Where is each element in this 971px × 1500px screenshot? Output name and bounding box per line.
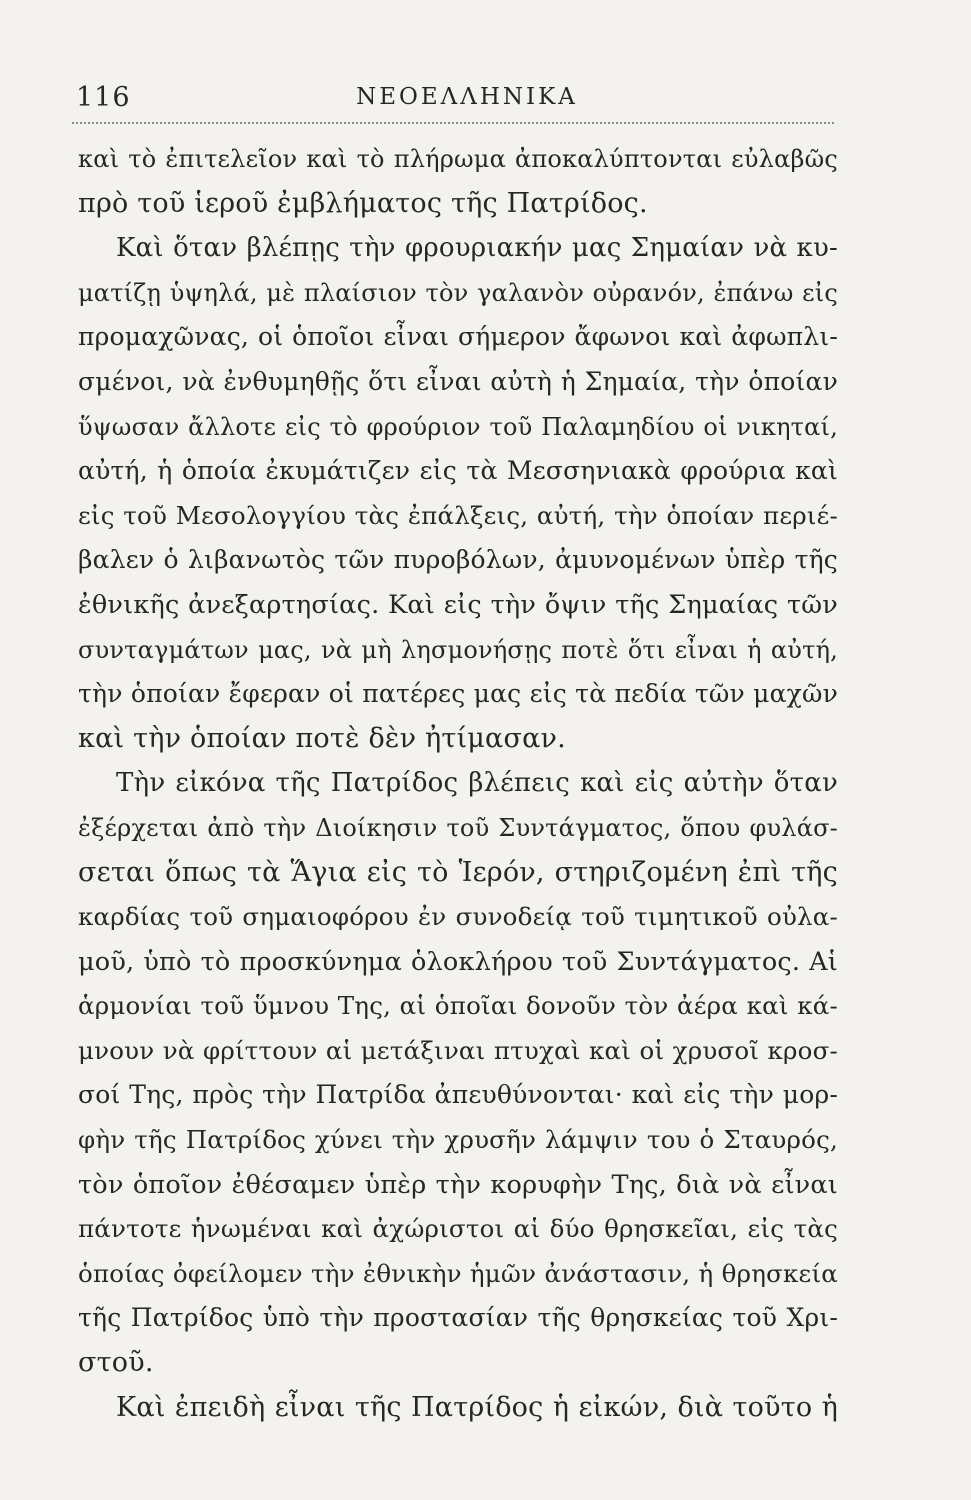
text-line: φὴν τῆς Πατρίδος χύνει τὴν χρυσῆν λάμψιν του ὁ Σταυρός, (78, 1125, 838, 1155)
text-line: σεται ὅπως τὰ Ἅγια εἰς τὸ Ἱερόν, στηριζομένη ἐπὶ τῆς (78, 856, 838, 888)
text-line: ὁποίας ὀφείλομεν τὴν ἐθνικὴν ἡμῶν ἀνάστασιν, ἡ θρησκεία (78, 1258, 838, 1288)
page-number: 116 (76, 82, 131, 113)
text-line: βαλεν ὁ λιβανωτὸς τῶν πυροβόλων, ἀμυνομένων ὑπὲρ τῆς (78, 545, 838, 575)
running-title: ΝΕΟΕΛΛΗΝΙΚΑ (356, 84, 578, 110)
text-line: ἐξέρχεται ἀπὸ τὴν Διοίκησιν τοῦ Συντάγματος, ὅπου φυλάσ- (78, 813, 838, 842)
text-line: μνουν νὰ φρίττουν αἱ μετάξιναι πτυχαὶ καὶ οἱ χρυσοῖ κροσ- (78, 1035, 838, 1065)
text-line: τὴν ὁποίαν ἔφεραν οἱ πατέρες μας εἰς τὰ πεδία τῶν μαχῶν (78, 679, 838, 709)
text-line: Τὴν εἰκόνα τῆς Πατρίδος βλέπεις καὶ εἰς αὐτὴν ὅταν (116, 768, 838, 799)
text-line: τὸν ὁποῖον ἐθέσαμεν ὑπὲρ τὴν κορυφὴν Της, διὰ νὰ εἶναι (78, 1169, 838, 1200)
running-head (72, 76, 832, 116)
text-line: τῆς Πατρίδος ὑπὸ τὴν προστασίαν τῆς θρησκείας τοῦ Χρι- (78, 1303, 838, 1333)
header-rule (72, 122, 834, 124)
text-line: αὐτή, ἡ ὁποία ἐκυμάτιζεν εἰς τὰ Μεσσηνιακὰ φρούρια καὶ (78, 456, 838, 486)
text-line: ὕψωσαν ἄλλοτε εἰς τὸ φρούριον τοῦ Παλαμηδίου οἱ νικηταί, (78, 412, 838, 441)
text-line: Καὶ ὅταν βλέπῃς τὴν φρουριακήν μας Σημαίαν νὰ κυ- (116, 233, 838, 264)
text-line: σμένοι, νὰ ἐνθυμηθῇς ὅτι εἶναι αὐτὴ ἡ Σημαία, τὴν ὁποίαν (78, 366, 838, 396)
text-line: Καὶ ἐπειδὴ εἶναι τῆς Πατρίδος ἡ εἰκών, διὰ τοῦτο ἡ (116, 1391, 838, 1423)
text-line: στοῦ. (78, 1347, 154, 1379)
text-line: ματίζῃ ὑψηλά, μὲ πλαίσιον τὸν γαλανὸν οὐρανόν, ἐπάνω εἰς (78, 278, 838, 307)
text-line: συνταγμάτων μας, νὰ μὴ λησμονήσῃς ποτὲ ὅτι εἶναι ἡ αὐτή, (78, 635, 838, 664)
text-line: καὶ τὴν ὁποίαν ποτὲ δὲν ἠτίμασαν. (78, 722, 566, 754)
text-line: εἰς τοῦ Μεσολογγίου τὰς ἐπάλξεις, αὐτή, τὴν ὁποίαν περιέ- (78, 500, 838, 530)
body-text (78, 137, 838, 1430)
text-line: ἐθνικῆς ἀνεξαρτησίας. Καὶ εἰς τὴν ὄψιν τῆς Σημαίας τῶν (78, 589, 838, 620)
text-line: καὶ τὸ ἐπιτελεῖον καὶ τὸ πλήρωμα ἀποκαλύπτονται εὐλαβῶς (78, 145, 838, 173)
text-line: προμαχῶνας, οἱ ὁποῖοι εἶναι σήμερον ἄφωνοι καὶ ἀφωπλι- (78, 322, 838, 352)
text-line: σοί Της, πρὸς τὴν Πατρίδα ἀπευθύνονται· καὶ εἰς τὴν μορ- (78, 1080, 838, 1110)
text-line: πρὸ τοῦ ἱεροῦ ἐμβλήματος τῆς Πατρίδος. (78, 187, 648, 219)
text-line: πάντοτε ἡνωμέναι καὶ ἀχώριστοι αἱ δύο θρησκεῖαι, εἰς τὰς (78, 1214, 838, 1244)
text-line: καρδίας τοῦ σημαιοφόρου ἐν συνοδείᾳ τοῦ τιμητικοῦ οὐλα- (78, 902, 838, 932)
text-line: μοῦ, ὑπὸ τὸ προσκύνημα ὁλοκλήρου τοῦ Συντάγματος. Αἱ (78, 946, 838, 977)
text-line: ἁρμονίαι τοῦ ὕμνου Της, αἱ ὁποῖαι δονοῦν τὸν ἀέρα καὶ κά- (78, 991, 838, 1021)
